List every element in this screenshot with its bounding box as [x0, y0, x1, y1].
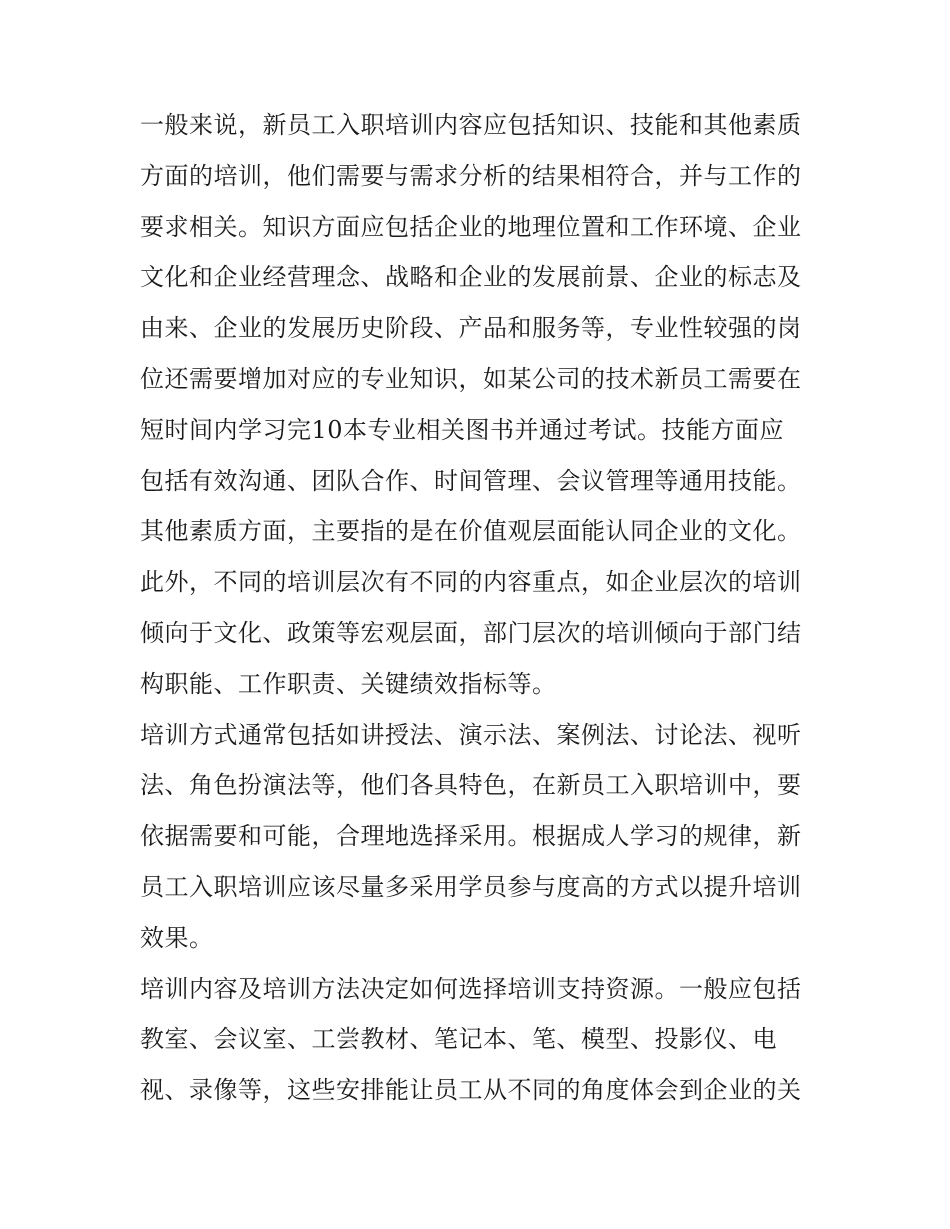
- text-line: 包括有效沟通、团队合作、时间管理、会议管理等通用技能。: [140, 466, 802, 495]
- text-line: 短时间内学习完10本专业相关图书并通过考试。技能方面应: [140, 415, 785, 444]
- text-line: 文化和企业经营理念、战略和企业的发展前景、企业的标志及: [140, 263, 802, 292]
- text-line: 方面的培训，他们需要与需求分析的结果相符合，并与工作的: [140, 161, 802, 190]
- text-line: 视、录像等，这些安排能让员工从不同的角度体会到企业的关: [140, 1076, 802, 1105]
- text-line: 构职能、工作职责、关键绩效指标等。: [140, 669, 557, 698]
- text-line: 要求相关。知识方面应包括企业的地理位置和工作环境、企业: [140, 212, 802, 241]
- text-line: 由来、企业的发展历史阶段、产品和服务等，专业性较强的岗: [140, 314, 802, 343]
- text-line: 一般来说，新员工入职培训内容应包括知识、技能和其他素质: [140, 111, 802, 139]
- text-line: 员工入职培训应该尽量多采用学员参与度高的方式以提升培训: [140, 872, 802, 901]
- text-line: 培训方式通常包括如讲授法、演示法、案例法、讨论法、视听: [140, 720, 802, 749]
- document-body: [140, 100, 820, 1116]
- text-line: 法、角色扮演法等，他们各具特色，在新员工入职培训中，要: [140, 771, 802, 800]
- text-line: 其他素质方面，主要指的是在价值观层面能认同企业的文化。: [140, 517, 802, 546]
- paragraph-training-methods: [140, 710, 820, 964]
- text-line: 教室、会议室、工尝教材、笔记本、笔、模型、投影仪、电: [140, 1025, 777, 1054]
- text-line: 此外，不同的培训层次有不同的内容重点，如企业层次的培训: [140, 568, 802, 597]
- text-line: 依据需要和可能，合理地选择采用。根据成人学习的规律，新: [140, 822, 802, 851]
- paragraph-content-knowledge: [140, 100, 820, 710]
- paragraph-support-resources: [140, 964, 820, 1116]
- text-line: 效果。: [140, 923, 214, 952]
- text-line: 倾向于文化、政策等宏观层面，部门层次的培训倾向于部门结: [140, 618, 802, 647]
- text-line: 位还需要增加对应的专业知识，如某公司的技术新员工需要在: [140, 364, 802, 393]
- text-line: 培训内容及培训方法决定如何选择培训支持资源。一般应包括: [140, 974, 802, 1003]
